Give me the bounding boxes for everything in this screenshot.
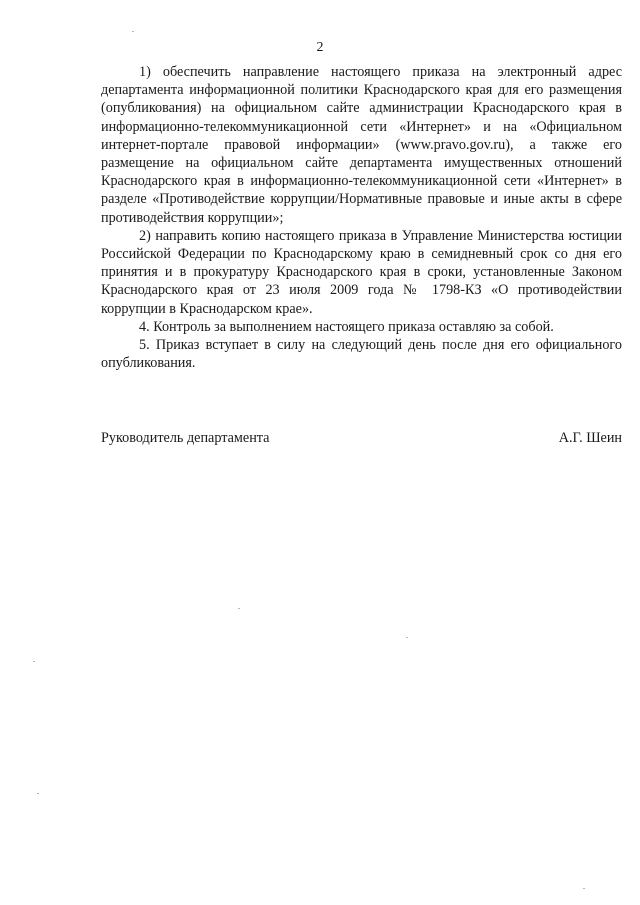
- signatory-name: А.Г. Шеин: [558, 430, 622, 446]
- paragraph-4: 4. Контроль за выполнением настоящего приказа оставляю за собой.: [139, 318, 554, 335]
- scan-speck: [132, 31, 134, 32]
- signatory-position: Руководитель департамента: [101, 430, 270, 446]
- scan-speck: [238, 608, 240, 609]
- scan-speck: [33, 661, 35, 662]
- paragraph-5: 5. Приказ вступает в силу на следующий день после дня его официального опубликования.: [101, 337, 622, 372]
- scan-speck: [37, 793, 39, 794]
- paragraph-1: 1) обеспечить направление настоящего приказа на электронный адрес департамента информационной политики Краснодарского края для его размещения (опубликования) на официальном сайте администрации Краснодарского края в информационно-телекоммуникационной сети «Интернет» и на «Официальном интернет-портале правовой информации» (www.pravo.gov.ru), а также его размещение на официальном сайте департамента имущественных отношений Краснодарского края в информационно-телекоммуникационной сети «Интернет» в разделе «Противодействие коррупции/Нормативные правовые и иные акты в сфере противодействия коррупции»;: [101, 64, 622, 226]
- signature-block: [101, 430, 622, 447]
- document-body: [101, 63, 622, 372]
- paragraph-2: 2) направить копию настоящего приказа в Управление Министерства юстиции Российской Федерации по Краснодарскому краю в семидневный срок со дня его принятия и в прокуратуру Краснодарского края в сроки, установленные Законом Краснодарского края от 23 июля 2009 года № 1798-КЗ «О противодействии коррупции в Краснодарском крае».: [101, 227, 622, 317]
- page-number: 2: [316, 40, 324, 55]
- scan-speck: [406, 637, 408, 638]
- scan-speck: [583, 888, 585, 889]
